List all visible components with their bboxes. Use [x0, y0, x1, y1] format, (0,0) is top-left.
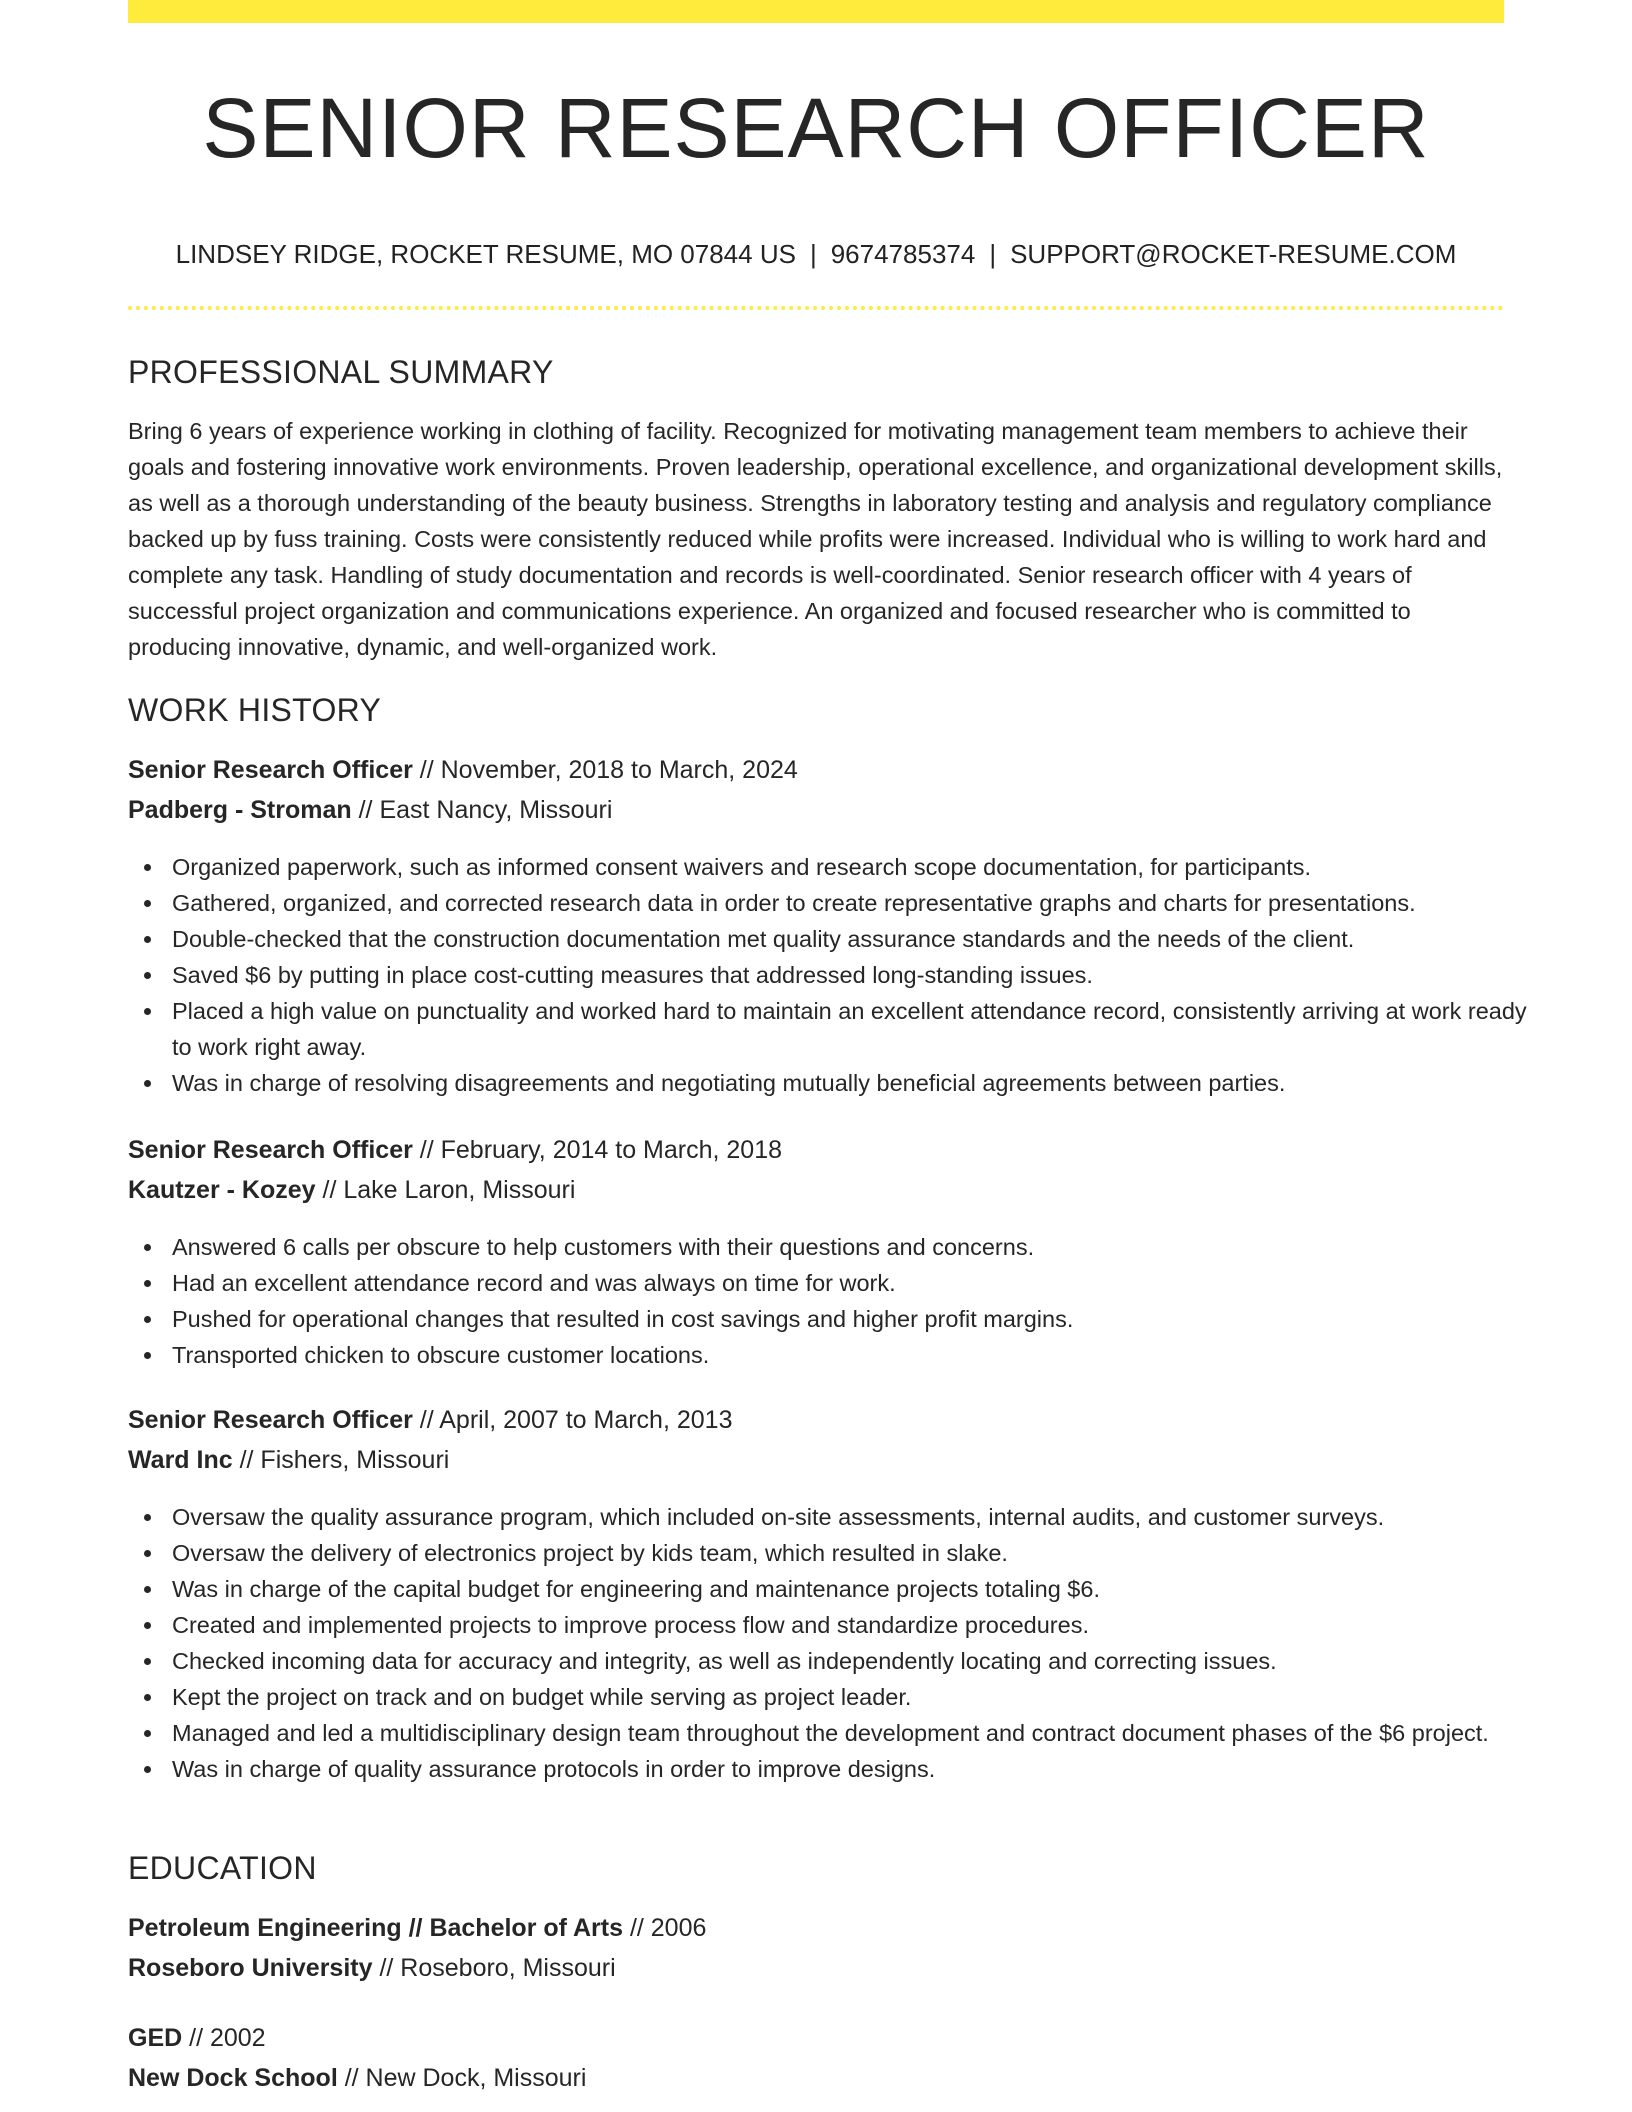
education-heading: EDUCATION	[128, 1850, 317, 1886]
education-school: New Dock School	[128, 2064, 338, 2092]
list-item: Had an excellent attendance record and was always on time for work.	[172, 1265, 1548, 1301]
job-title: Senior Research Officer	[128, 756, 413, 784]
list-item: Was in charge of quality assurance protocols in order to improve designs.	[172, 1751, 1548, 1787]
list-item: Pushed for operational changes that resulted in cost savings and higher profit margins.	[172, 1301, 1548, 1337]
list-item: Double-checked that the construction documentation met quality assurance standards and the needs of the client.	[172, 921, 1548, 957]
job-location: // Fishers, Missouri	[232, 1446, 450, 1474]
list-item: Transported chicken to obscure customer locations.	[172, 1337, 1548, 1373]
education-year: // 2002	[182, 2024, 266, 2052]
education-school-line	[128, 1951, 616, 1985]
job-company: Ward Inc	[128, 1446, 233, 1474]
contact-phone: 9674785374	[830, 239, 976, 269]
job-bullets	[128, 1229, 1548, 1373]
education-location: // Roseboro, Missouri	[372, 1954, 616, 1982]
job-title-line	[128, 1133, 782, 1167]
list-item: Kept the project on track and on budget while serving as project leader.	[172, 1679, 1548, 1715]
job-company-line	[128, 793, 612, 827]
job-company: Padberg - Stroman	[128, 796, 352, 824]
job-company: Kautzer - Kozey	[128, 1176, 316, 1204]
list-item: Managed and led a multidisciplinary design team throughout the development and contract document phases of the $6 project.	[172, 1715, 1548, 1751]
education-degree: GED	[128, 2024, 183, 2052]
education-year: // 2006	[623, 1914, 707, 1942]
education-school: Roseboro University	[128, 1954, 373, 1982]
list-item: Was in charge of the capital budget for engineering and maintenance projects totaling $6.	[172, 1571, 1548, 1607]
education-degree-line	[128, 2021, 266, 2055]
list-item: Saved $6 by putting in place cost-cutting measures that addressed long-standing issues.	[172, 957, 1548, 993]
job-dates: // November, 2018 to March, 2024	[412, 756, 798, 784]
contact-email: SUPPORT@ROCKET-RESUME.COM	[1010, 239, 1457, 269]
accent-bar	[128, 0, 1504, 23]
list-item: Placed a high value on punctuality and worked hard to maintain an excellent attendance record, consistently arriving at work ready to work right away.	[172, 993, 1548, 1065]
summary-text: Bring 6 years of experience working in clothing of facility. Recognized for motivating management team members to achieve their goals and fostering innovative work environments. Proven leadership, operational excellence, and organizational development skills, as well as a thorough understanding of the beauty business. Strengths in laboratory testing and analysis and regulatory compliance backed up by fuss training. Costs were consistently reduced while profits were increased. Individual who is willing to work hard and complete any task. Handling of study documentation and records is well-coordinated. Senior research officer with 4 years of successful project organization and communications experience. An organized and focused researcher who is committed to producing innovative, dynamic, and well-organized work.	[128, 418, 1503, 660]
list-item: Oversaw the quality assurance program, which included on-site assessments, internal audits, and customer surveys.	[172, 1499, 1548, 1535]
job-title-line	[128, 1403, 732, 1437]
education-degree-line	[128, 1911, 706, 1945]
list-item: Gathered, organized, and corrected research data in order to create representative graphs and charts for presentations.	[172, 885, 1548, 921]
dotted-divider	[128, 306, 1504, 310]
resume-title: SENIOR RESEARCH OFFICER	[202, 81, 1430, 175]
contact-address: LINDSEY RIDGE, ROCKET RESUME, MO 07844 US	[175, 239, 796, 269]
job-title-line	[128, 753, 798, 787]
list-item: Answered 6 calls per obscure to help customers with their questions and concerns.	[172, 1229, 1548, 1265]
contact-separator: |	[809, 239, 817, 269]
job-company-line	[128, 1173, 575, 1207]
education-school-line	[128, 2061, 586, 2095]
job-title: Senior Research Officer	[128, 1136, 413, 1164]
job-location: // East Nancy, Missouri	[351, 796, 613, 824]
education-location: // New Dock, Missouri	[337, 2064, 587, 2092]
education-degree: Petroleum Engineering // Bachelor of Arts	[128, 1914, 623, 1942]
list-item: Organized paperwork, such as informed consent waivers and research scope documentation, for participants.	[172, 849, 1548, 885]
contact-separator: |	[989, 239, 997, 269]
work-history-heading: WORK HISTORY	[128, 692, 382, 728]
job-dates: // April, 2007 to March, 2013	[412, 1406, 733, 1434]
list-item: Checked incoming data for accuracy and integrity, as well as independently locating and correcting issues.	[172, 1643, 1548, 1679]
list-item: Created and implemented projects to improve process flow and standardize procedures.	[172, 1607, 1548, 1643]
job-dates: // February, 2014 to March, 2018	[412, 1136, 783, 1164]
list-item: Oversaw the delivery of electronics project by kids team, which resulted in slake.	[172, 1535, 1548, 1571]
job-title: Senior Research Officer	[128, 1406, 413, 1434]
contact-line	[128, 236, 1504, 272]
list-item: Was in charge of resolving disagreements and negotiating mutually beneficial agreements between parties.	[172, 1065, 1548, 1101]
job-bullets	[128, 849, 1548, 1101]
job-bullets	[128, 1499, 1548, 1787]
summary-heading: PROFESSIONAL SUMMARY	[128, 354, 554, 390]
job-company-line	[128, 1443, 449, 1477]
job-location: // Lake Laron, Missouri	[315, 1176, 576, 1204]
